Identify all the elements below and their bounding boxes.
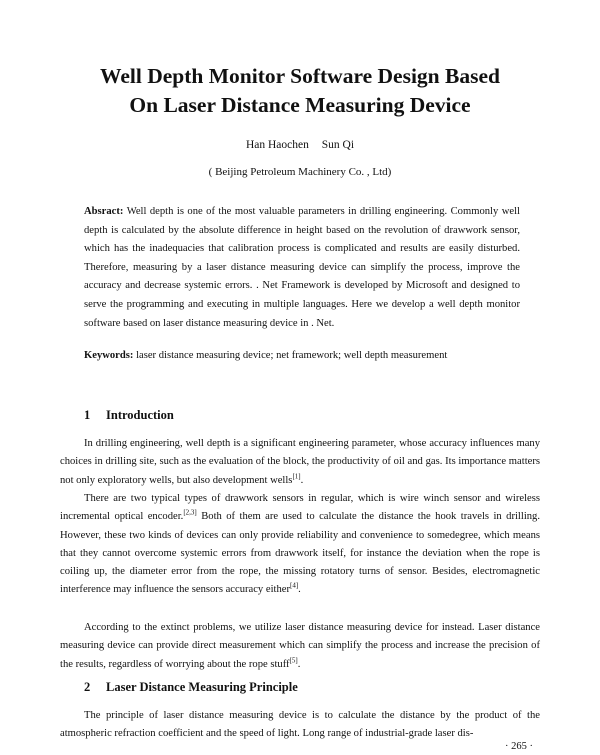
paragraph-end: . bbox=[297, 658, 301, 670]
paper-title bbox=[40, 62, 560, 120]
page-number: · 265 · bbox=[505, 741, 533, 752]
paragraph-end: . bbox=[300, 474, 304, 486]
paragraph-text: In drilling engineering, well depth is a significant engineering parameter, whose accuracy influences many choices in drilling site, such as the evaluation of the block, the productivity of oil and gas. Its importance matters not only exploratory wells, but also development wells bbox=[60, 438, 540, 486]
section-number: 1 bbox=[84, 408, 91, 422]
paragraph bbox=[60, 490, 540, 600]
section-title: Introduction bbox=[106, 408, 174, 422]
title-line-2: On Laser Distance Measuring Device bbox=[129, 93, 471, 117]
citation: [5] bbox=[289, 656, 298, 665]
paragraph bbox=[60, 619, 540, 674]
abstract-text: Well depth is one of the most valuable parameters in drilling engineering. Commonly well depth is calculated by the absolute difference in height based on the revolution of drawwork sensor, which has the inadequacies that calibration process is complicated and results are easily disturbed. Therefore, measuring by a laser distance measuring device can simplify the process, improve the accuracy and decrease systemic errors. . Net Framework is developed by Microsoft and designed to serve the programming and executing in multiple languages. Here we develop a well depth monitor software based on laser distance measuring device in . Net. bbox=[84, 206, 520, 329]
section-heading-principle bbox=[84, 680, 298, 695]
paragraph-text: Both of them are used to calculate the distance the hook travels in drilling. However, these two kinds of devices can only provide reliability and convenience to somedegree, which means that they cannot overcome systemic errors from drawwork itself, for instance the deviation when the rope is coiling up, the diameter error from the rope, the missing rotatory turns of sensor. Besides, electromagnetic interference may influence the sensors accuracy either bbox=[60, 511, 541, 596]
citation: [4] bbox=[290, 581, 299, 590]
author-list bbox=[0, 139, 600, 151]
citation: [1] bbox=[292, 472, 301, 481]
paragraph bbox=[60, 435, 540, 490]
paragraph: The principle of laser distance measuring device is to calculate the distance by the product of the atmospheric refraction coefficient and the speed of light. Long range of industrial-grade laser dis- bbox=[60, 710, 540, 740]
author-name: Sun Qi bbox=[321, 139, 355, 151]
paragraph-end: . bbox=[298, 584, 301, 596]
abstract-label: Absract: bbox=[84, 206, 124, 217]
author-name: Han Haochen bbox=[245, 139, 309, 151]
keywords-text: laser distance measuring device; net framework; well depth measurement bbox=[133, 350, 448, 361]
affiliation: ( Beijing Petroleum Machinery Co. , Ltd) bbox=[208, 166, 392, 178]
paragraph-text: There are two typical types of drawwork sensors in regular, which is wire winch sensor and wireless incremental optical encoder. bbox=[60, 493, 540, 523]
section-number: 2 bbox=[84, 680, 91, 694]
section-heading-introduction bbox=[84, 408, 174, 423]
section-title: Laser Distance Measuring Principle bbox=[106, 680, 298, 694]
abstract bbox=[84, 203, 520, 333]
title-line-1: Well Depth Monitor Software Design Based bbox=[100, 64, 500, 88]
paragraph-text: According to the extinct problems, we utilize laser distance measuring device for instead. Laser distance measuring device can provide direct measurement which can simplify the process and increase the precision of the results, regardless of worrying about the rope stuff bbox=[60, 622, 540, 670]
keywords bbox=[84, 348, 520, 364]
citation: [2,3] bbox=[183, 508, 197, 517]
keywords-label: Keywords: bbox=[84, 350, 134, 361]
